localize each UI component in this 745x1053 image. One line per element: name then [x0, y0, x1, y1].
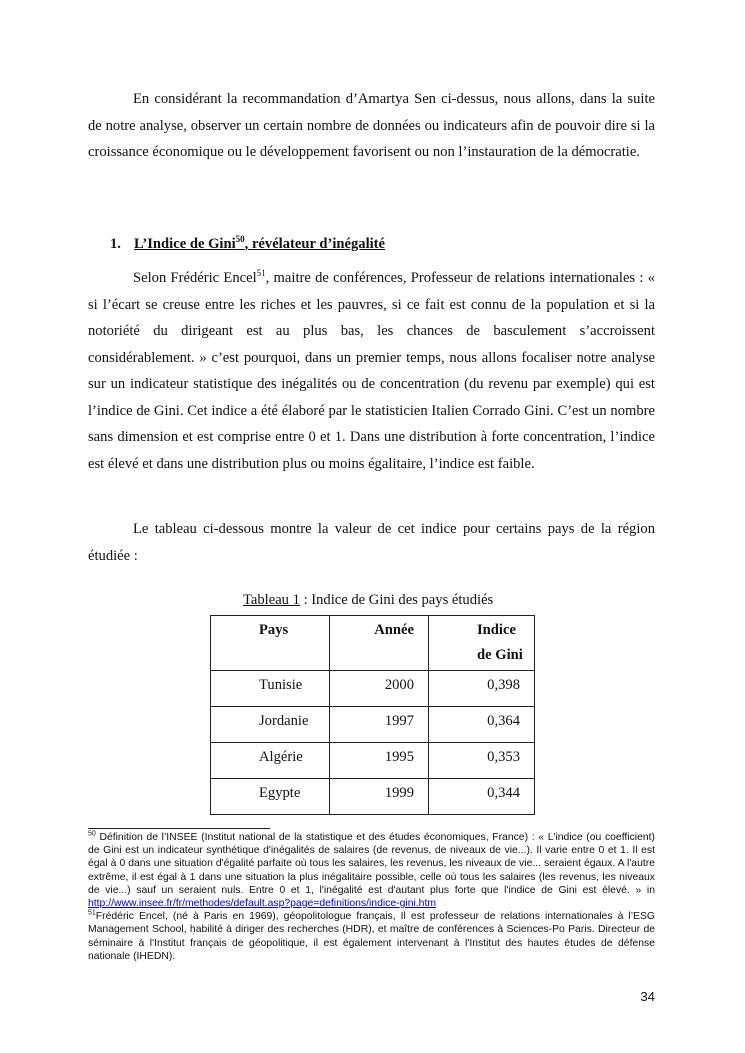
header-annee: Année [330, 616, 429, 671]
section-heading [110, 232, 385, 256]
section-title-text: L’Indice de Gini [134, 236, 236, 252]
cell-year: 1995 [330, 743, 429, 779]
header-pays: Pays [211, 616, 330, 671]
cell-country: Algérie [211, 743, 330, 779]
table-caption [243, 590, 493, 610]
page-number: 34 [640, 989, 655, 1004]
table-intro-text: Le tableau ci-dessous montre la valeur de cet indice pour certains pays de la région étudiée : [88, 521, 655, 564]
section-title [134, 236, 385, 252]
cell-year: 1999 [330, 779, 429, 815]
table-header-row [211, 616, 535, 671]
cell-year: 2000 [330, 671, 429, 707]
table-caption-label: Tableau 1 [243, 592, 300, 608]
encel-paragraph [88, 265, 655, 477]
footnote-number: 50 [88, 830, 96, 838]
intro-text: En considérant la recommandation d’Amartya Sen ci-dessus, nous allons, dans la suite de notre analyse, observer un certain nombre de données ou indicateurs afin de pouvoir dire si la croissance économique ou le développement favorisent ou non l’instauration de la démocratie. [88, 91, 655, 160]
table-row [211, 779, 535, 815]
cell-gini: 0,353 [429, 743, 535, 779]
table-caption-text: : Indice de Gini des pays étudiés [299, 592, 494, 608]
gini-table [210, 615, 535, 815]
table-intro-paragraph [88, 516, 655, 569]
cell-gini: 0,398 [429, 671, 535, 707]
encel-text: , maitre de conférences, Professeur de relations internationales : « si l’écart se creuse entre les riches et les pauvres, si ce fait est connu de la population et si la notoriété du dirigeant est au plus bas, les chances de basculement s’accroissent considérablement. » c’est pourquoi, dans un premier temps, nous allons focaliser notre analyse sur un indicateur statistique des inégalités ou de concentration (du revenu par exemple) qui est l’indice de Gini. Cet indice a été élaboré par le statisticien Italien Corrado Gini. C’est un nombre sans dimension et est comprise entre 0 et 1. Dans une distribution à forte concentration, l’indice est élevé et dans une distribution plus ou moins égalitaire, l’indice est faible. [88, 270, 656, 472]
cell-country: Jordanie [211, 707, 330, 743]
cell-country: Egypte [211, 779, 330, 815]
section-number: 1. [110, 236, 121, 252]
table-row [211, 743, 535, 779]
cell-year: 1997 [330, 707, 429, 743]
cell-country: Tunisie [211, 671, 330, 707]
footnote-51 [88, 910, 655, 963]
footnote-separator [88, 828, 270, 829]
intro-paragraph [88, 86, 655, 166]
footnote-text: Frédéric Encel, (né à Paris en 1969), géopolitologue français, Il est professeur de relations internationales à l’ESG Management School, habilité à diriger des recherches (HDR), et maître de conférences à Sciences-Po Paris. Directeur de séminaire à l'Institut français de géopolitique, il est également intervenant à l'Institut des hautes études de défense nationale (IHEDN). [88, 911, 655, 962]
footnote-number: 51 [88, 909, 96, 917]
footnote-50 [88, 831, 655, 910]
encel-lead: Selon Frédéric Encel [133, 270, 257, 286]
cell-gini: 0,344 [429, 779, 535, 815]
footnote-ref-50[interactable]: 50 [235, 234, 245, 245]
table-row [211, 707, 535, 743]
cell-gini: 0,364 [429, 707, 535, 743]
table-row [211, 671, 535, 707]
footnote-ref-51[interactable]: 51 [256, 268, 266, 279]
header-indice: Indice de Gini [429, 616, 535, 671]
insee-link[interactable]: http://www.insee.fr/fr/methodes/default.asp?page=definitions/indice-gini.htm [88, 898, 436, 910]
section-title-suffix: , révélateur d’inégalité [244, 236, 386, 252]
footnotes [88, 831, 655, 963]
footnote-text: Définition de l’INSEE (Institut national de la statistique et des études économiques, France) : « L'indice (ou coefficient) de Gini est un indicateur synthétique d'inégalités de salaires (de revenus, de niveaux de vie...). Il varie entre 0 et 1. Il est égal à 0 dans une situation d'égalité parfaite où tous les salaires, les revenus, les niveaux de vie... seraient égaux. A l'autre extrême, il est égal à 1 dans une situation la plus inégalitaire possible, celle où tous les salaires (les revenus, les niveaux de vie...) sauf un seraient nuls. Entre 0 et 1, l'inégalité est d'autant plus forte que l'indice de Gini est élevé. » in [88, 832, 655, 896]
